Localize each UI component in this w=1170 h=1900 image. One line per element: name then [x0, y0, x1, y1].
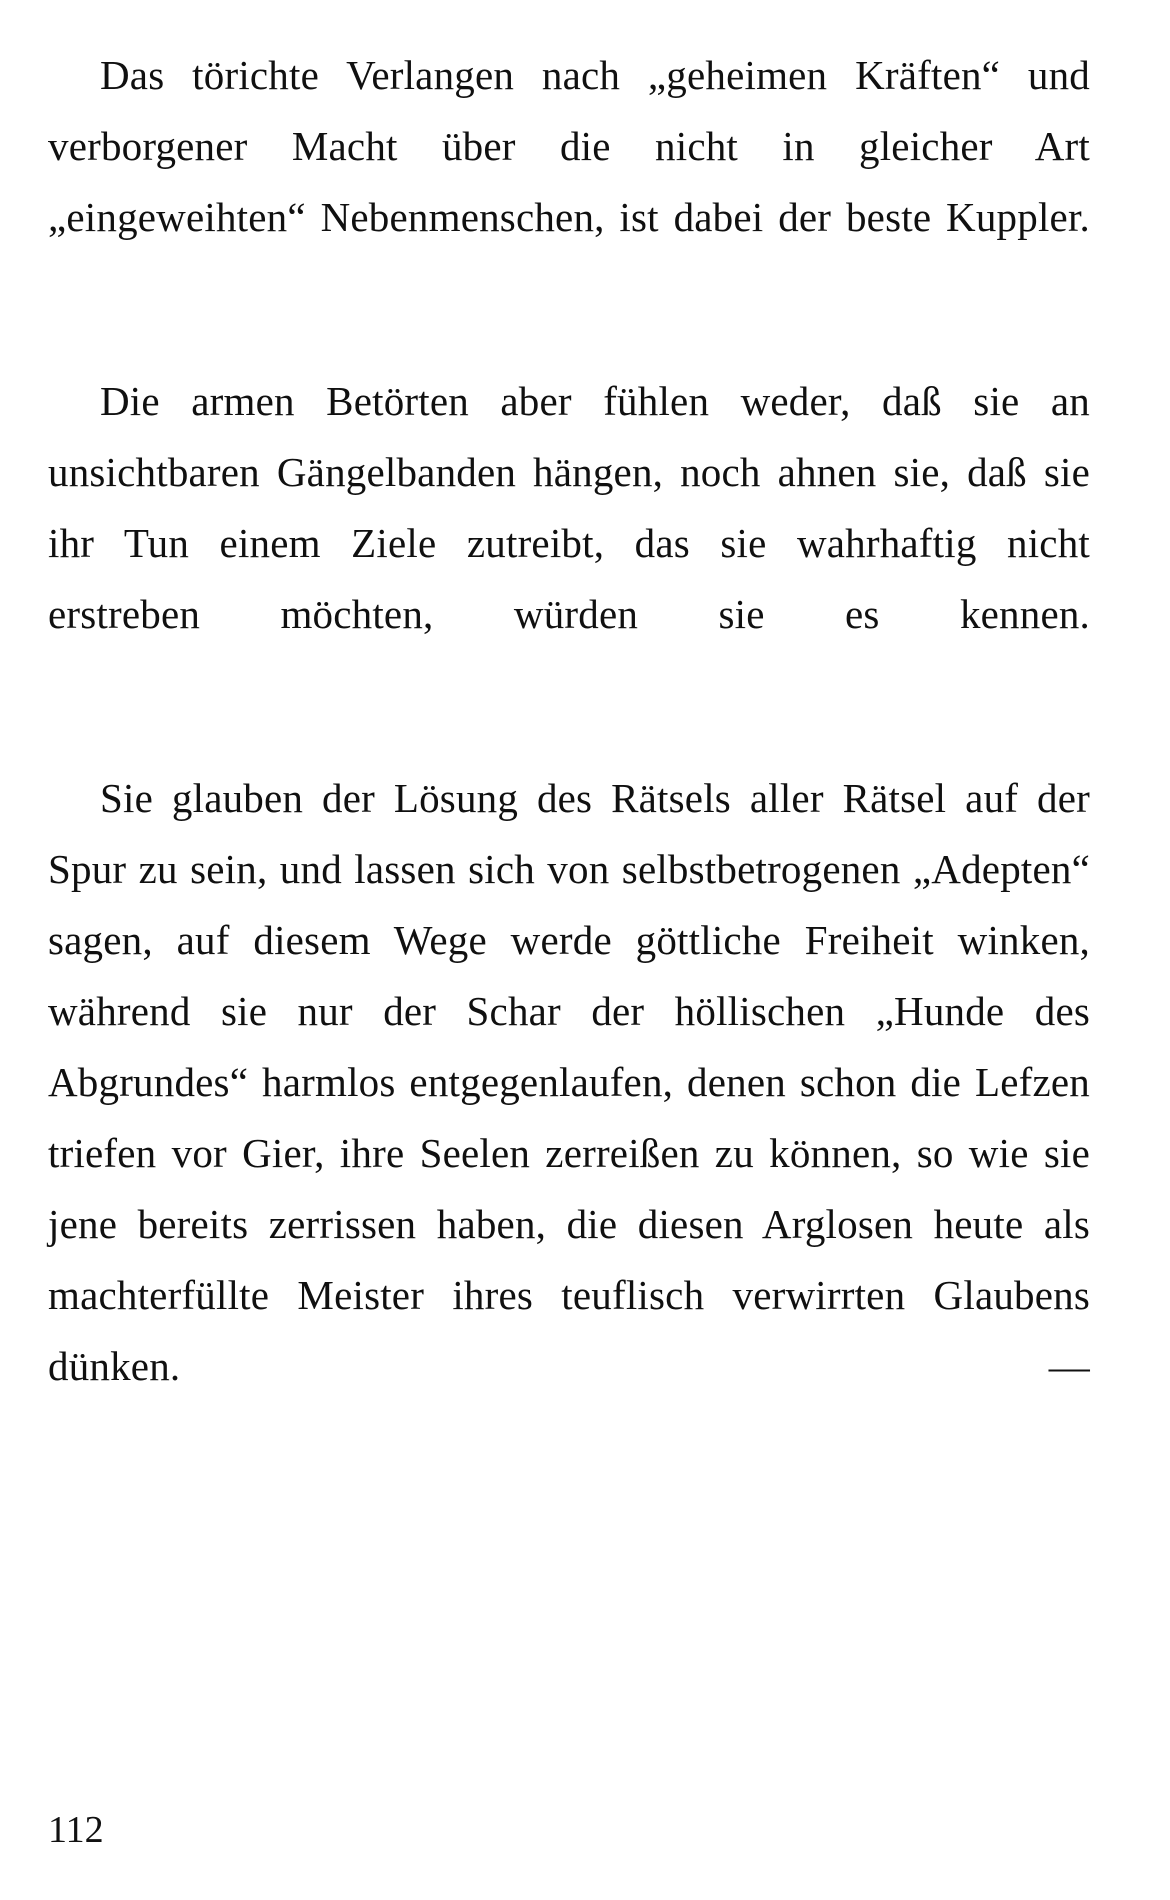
page-number: 112 [48, 1809, 104, 1851]
page-body [48, 40, 1090, 1473]
paragraph: Die armen Betörten aber fühlen weder, daß sie an unsichtbaren Gängelbanden hängen, noch ahnen sie, daß sie ihr Tun einem Ziele zutreibt, das sie wahrhaftig nicht erstreben möchten, würden sie es kennen. [48, 378, 1090, 637]
paragraph: Das törichte Verlangen nach „geheimen Kräften“ und verborgener Macht über die nicht in gleicher Art „eingeweihten“ Nebenmenschen, ist dabei der beste Kuppler. [48, 52, 1090, 240]
paragraph: Sie glauben der Lösung des Rätsels aller Rätsel auf der Spur zu sein, und lassen sich von selbstbetrogenen „Adepten“ sagen, auf diesem Wege werde göttliche Freiheit winken, während sie nur der Schar der höllischen „Hunde des Abgrundes“ harmlos entgegenlaufen, denen schon die Lefzen triefen vor Gier, ihre Seelen zerreißen zu können, so wie sie jene bereits zerrissen haben, die diesen Arglosen heute als machterfüllte Meister ihres teuflisch verwirrten Glaubens dünken. — [48, 775, 1090, 1389]
